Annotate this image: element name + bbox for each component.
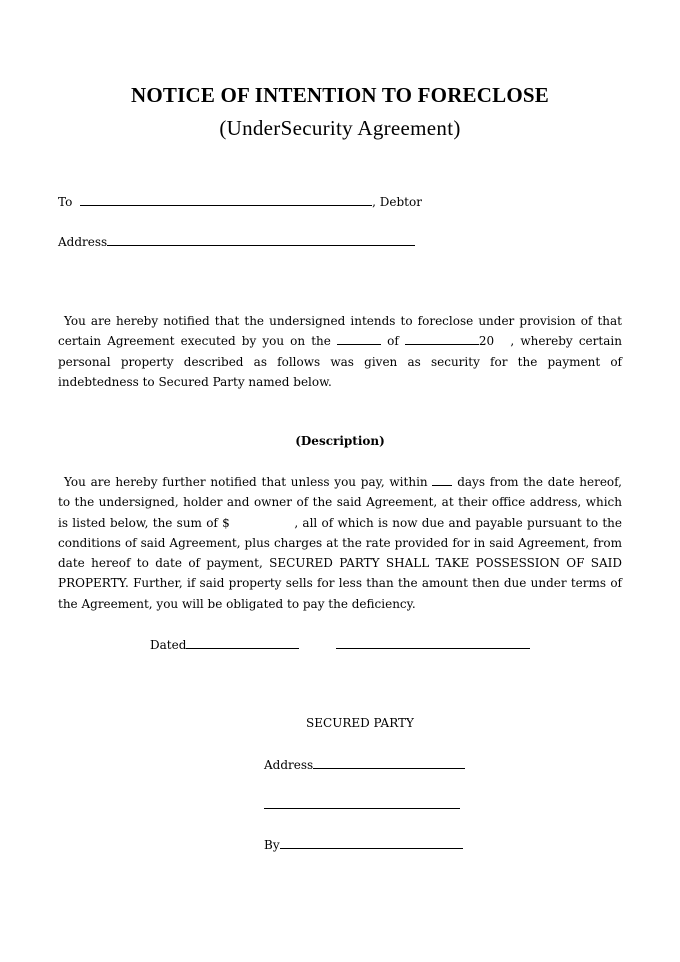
paragraph2-text-c: , all of which is now due and payable pursuant to the conditions of said Agreement, plus charges at the rate provided for in said Agreement, from date hereof to date of payment, SECURED PARTY SHALL TAKE POSSESSION OF SAID PROPERTY. Further, if said property sells for less than the amount then due under terms of the Agreement, you will be obligated to pay the deficiency. <box>58 515 622 611</box>
secured-party-label: SECURED PARTY <box>306 716 414 730</box>
paragraph2-text-b: days from the date hereof, to the undersigned, holder and owner of the said Agreement, at their office address, which is listed below, the sum of $ <box>58 475 622 530</box>
debtor-label: , Debtor <box>372 195 422 209</box>
agreement-month-field[interactable] <box>405 332 479 345</box>
document-title: NOTICE OF INTENTION TO FORECLOSE <box>131 83 549 107</box>
sp-address-field[interactable] <box>313 756 465 769</box>
paragraph1-text-d: , whereby certain personal property described as follows was given as security for the payment of indebtedness to Secured Party named below. <box>58 334 622 389</box>
sp-address-line <box>264 756 465 772</box>
sp-address-label: Address <box>264 758 314 772</box>
agreement-day-field[interactable] <box>337 332 381 345</box>
sp-address-second-line[interactable] <box>264 808 460 809</box>
by-label: By <box>264 838 280 852</box>
days-field[interactable] <box>432 473 452 486</box>
sum-field[interactable] <box>234 515 290 527</box>
to-line <box>58 193 422 209</box>
by-signature-field[interactable] <box>280 836 463 849</box>
further-notice-paragraph <box>58 472 622 614</box>
by-line <box>264 836 463 852</box>
paragraph2-text-a: You are hereby further notified that unless you pay, within <box>64 475 428 489</box>
dated-label: Dated <box>150 638 187 652</box>
dated-field[interactable] <box>186 636 299 649</box>
address-label: Address <box>58 235 108 249</box>
to-label: To <box>58 195 73 209</box>
debtor-name-field[interactable] <box>80 193 372 206</box>
dated-line <box>150 636 299 652</box>
debtor-signature-line[interactable] <box>336 648 530 649</box>
paragraph1-text-c: 20 <box>478 334 495 349</box>
debtor-address-field[interactable] <box>107 233 415 246</box>
address-line <box>58 233 415 249</box>
paragraph1-text-a: You are hereby notified that the undersigned intends to foreclose under provision of that certain Agreement executed by you on the <box>58 314 622 349</box>
description-heading: (Description) <box>295 434 385 448</box>
notice-paragraph <box>58 311 622 392</box>
paragraph1-text-b: of <box>387 334 399 349</box>
agreement-year-field[interactable] <box>500 333 504 345</box>
document-subtitle: (UnderSecurity Agreement) <box>219 116 461 140</box>
